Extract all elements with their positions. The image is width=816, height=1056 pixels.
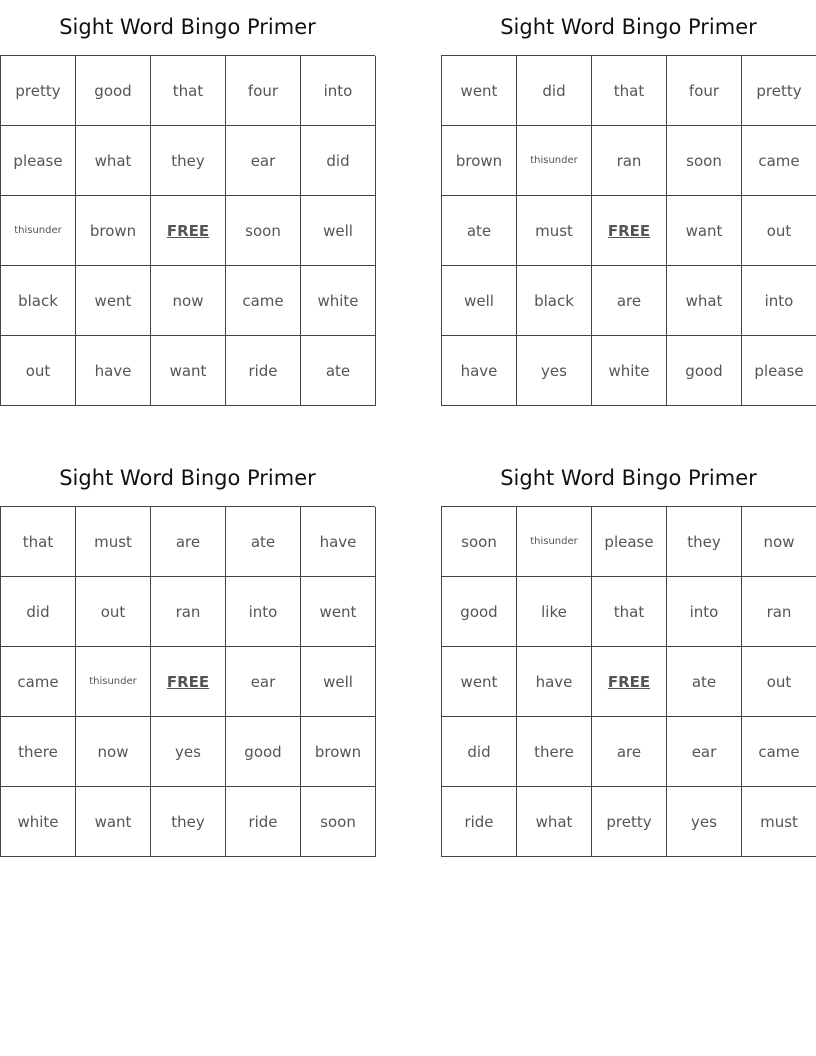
card-title: Sight Word Bingo Primer xyxy=(59,466,316,490)
bingo-cell: that xyxy=(592,577,667,647)
bingo-cell: that xyxy=(151,56,226,126)
bingo-cell: yes xyxy=(667,787,742,857)
bingo-card-1 xyxy=(0,0,375,406)
bingo-cell: ear xyxy=(667,717,742,787)
bingo-cell: soon xyxy=(226,196,301,266)
bingo-cell: into xyxy=(301,56,376,126)
bingo-grid xyxy=(441,506,816,857)
bingo-cell: yes xyxy=(517,336,592,406)
bingo-cell: have xyxy=(517,647,592,717)
bingo-cell: ear xyxy=(226,126,301,196)
bingo-cell: ear xyxy=(226,647,301,717)
bingo-cell: want xyxy=(76,787,151,857)
bingo-cell: now xyxy=(151,266,226,336)
bingo-cell: what xyxy=(517,787,592,857)
bingo-cell: four xyxy=(667,56,742,126)
bingo-cell: pretty xyxy=(1,56,76,126)
bingo-cell: good xyxy=(667,336,742,406)
bingo-cell: went xyxy=(301,577,376,647)
bingo-cell: are xyxy=(592,717,667,787)
bingo-cell: are xyxy=(151,507,226,577)
bingo-cell: came xyxy=(742,717,816,787)
bingo-cell: there xyxy=(1,717,76,787)
bingo-cell: there xyxy=(517,717,592,787)
bingo-cell: thisunder xyxy=(76,647,151,717)
bingo-cell: have xyxy=(442,336,517,406)
bingo-cell: ate xyxy=(667,647,742,717)
bingo-cell: brown xyxy=(442,126,517,196)
bingo-cell: well xyxy=(442,266,517,336)
bingo-cell: thisunder xyxy=(517,126,592,196)
bingo-cell: now xyxy=(742,507,816,577)
bingo-cell: have xyxy=(301,507,376,577)
bingo-cell: please xyxy=(742,336,816,406)
bingo-cell: out xyxy=(76,577,151,647)
bingo-cell: ride xyxy=(226,336,301,406)
bingo-cell: must xyxy=(517,196,592,266)
bingo-cell: what xyxy=(76,126,151,196)
bingo-cell: out xyxy=(742,647,816,717)
bingo-cell: ran xyxy=(592,126,667,196)
bingo-cell: thisunder xyxy=(517,507,592,577)
card-title: Sight Word Bingo Primer xyxy=(500,15,757,39)
free-space-cell: FREE xyxy=(151,647,226,717)
bingo-cell: out xyxy=(1,336,76,406)
bingo-cell: ate xyxy=(301,336,376,406)
bingo-cell: good xyxy=(442,577,517,647)
bingo-cell: went xyxy=(442,56,517,126)
bingo-cell: out xyxy=(742,196,816,266)
bingo-cell: that xyxy=(1,507,76,577)
bingo-cell: please xyxy=(592,507,667,577)
bingo-cell: soon xyxy=(667,126,742,196)
bingo-cell: did xyxy=(301,126,376,196)
bingo-cell: came xyxy=(742,126,816,196)
bingo-cell: are xyxy=(592,266,667,336)
bingo-cell: pretty xyxy=(742,56,816,126)
bingo-cell: white xyxy=(1,787,76,857)
bingo-cell: into xyxy=(742,266,816,336)
bingo-cell: now xyxy=(76,717,151,787)
bingo-cell: want xyxy=(667,196,742,266)
bingo-cell: soon xyxy=(301,787,376,857)
bingo-cell: ate xyxy=(442,196,517,266)
bingo-cell: into xyxy=(226,577,301,647)
bingo-cell: soon xyxy=(442,507,517,577)
bingo-cell: want xyxy=(151,336,226,406)
bingo-cell: have xyxy=(76,336,151,406)
bingo-cell: ran xyxy=(742,577,816,647)
bingo-cell: came xyxy=(1,647,76,717)
bingo-cell: four xyxy=(226,56,301,126)
bingo-cell: went xyxy=(442,647,517,717)
bingo-cell: must xyxy=(742,787,816,857)
card-title: Sight Word Bingo Primer xyxy=(500,466,757,490)
bingo-cell: well xyxy=(301,196,376,266)
bingo-cell: yes xyxy=(151,717,226,787)
bingo-grid xyxy=(0,506,375,857)
bingo-card-2 xyxy=(441,0,816,406)
bingo-cell: came xyxy=(226,266,301,336)
bingo-cell: good xyxy=(226,717,301,787)
bingo-cell: brown xyxy=(76,196,151,266)
bingo-cell: please xyxy=(1,126,76,196)
bingo-cell: into xyxy=(667,577,742,647)
bingo-cell: what xyxy=(667,266,742,336)
bingo-cell: ride xyxy=(442,787,517,857)
bingo-cell: thisunder xyxy=(1,196,76,266)
bingo-cell: brown xyxy=(301,717,376,787)
free-space-cell: FREE xyxy=(592,647,667,717)
bingo-grid xyxy=(441,55,816,406)
bingo-cell: did xyxy=(517,56,592,126)
bingo-cell: good xyxy=(76,56,151,126)
free-space-cell: FREE xyxy=(592,196,667,266)
card-title: Sight Word Bingo Primer xyxy=(59,15,316,39)
bingo-cell: did xyxy=(1,577,76,647)
bingo-cell: did xyxy=(442,717,517,787)
bingo-cell: black xyxy=(1,266,76,336)
bingo-cell: ride xyxy=(226,787,301,857)
bingo-cell: that xyxy=(592,56,667,126)
bingo-cell: white xyxy=(592,336,667,406)
bingo-cell: ran xyxy=(151,577,226,647)
bingo-cell: like xyxy=(517,577,592,647)
bingo-cell: they xyxy=(667,507,742,577)
bingo-cell: went xyxy=(76,266,151,336)
bingo-card-4 xyxy=(441,451,816,857)
free-space-cell: FREE xyxy=(151,196,226,266)
bingo-cell: white xyxy=(301,266,376,336)
bingo-cell: must xyxy=(76,507,151,577)
bingo-cell: black xyxy=(517,266,592,336)
bingo-cell: they xyxy=(151,787,226,857)
bingo-grid xyxy=(0,55,375,406)
bingo-cell: well xyxy=(301,647,376,717)
bingo-cell: they xyxy=(151,126,226,196)
bingo-cell: ate xyxy=(226,507,301,577)
bingo-card-3 xyxy=(0,451,375,857)
bingo-cell: pretty xyxy=(592,787,667,857)
